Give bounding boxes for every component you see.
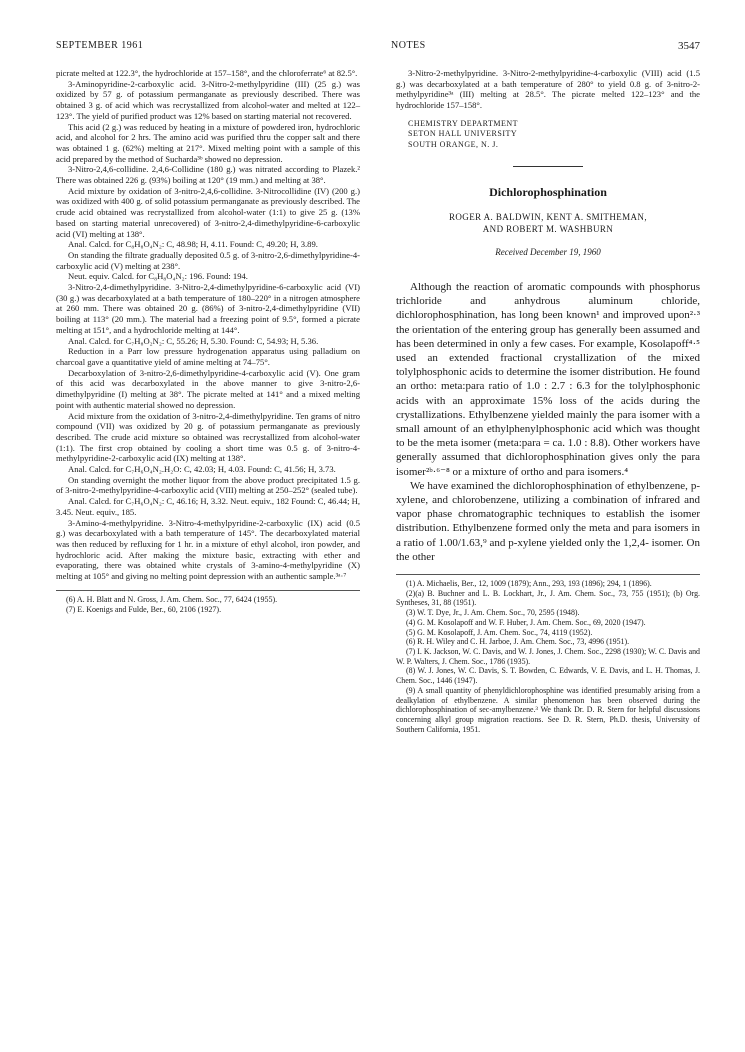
section-divider — [513, 166, 583, 167]
footnote: (7) I. K. Jackson, W. C. Davis, and W. J. Jones, J. Chem. Soc., 2298 (1930); W. C. Davis and W. P. Walters, J. Chem. Soc., 1786 (1935). — [396, 647, 700, 666]
page-number: 3547 — [678, 40, 700, 52]
header-section: NOTES — [391, 40, 426, 51]
paragraph: Anal. Calcd. for C₇H₆O₄N₂.H₂O: C, 42.03; H, 4.03. Found: C, 41.56; H, 3.73. — [68, 464, 336, 475]
paragraph: Decarboxylation of 3-nitro-2,6-dimethylpyridine-4-carboxylic acid (V). One gram of this acid was decarboxylated in the above manner to give 3-nitro-2,6-dimethylpyridine (I) melting at 38°. The picrate melted at 141° and a mixed melting point with authentic material showed no depression. — [56, 367, 360, 410]
paragraph: Anal. Calcd. for C₈H₈O₄N₂: C, 48.98; H, 4.11. Found: C, 49.20; H, 3.89. — [68, 239, 318, 250]
left-column — [56, 68, 360, 614]
paragraph: Anal. Calcd. for C₇H₆O₄N₂: C, 46.16; H, 3.32. Neut. equiv., 182 Found: C, 46.44; H, 3.45. Neut. equiv., 185. — [56, 496, 360, 517]
paragraph: Although the reaction of aromatic compounds with phosphorus trichloride and anhydrous aluminum chloride, dichlorophosphination, has long been known¹ and improved upon²·³ the orientation of the entering group has generally been assumed and has been determined in only a few cases. For example, Kosolapoff⁴·⁵ used an extended fractional crystallization of the mixed tolylphosphonic acids to determine the isomer distribution. He found an ortho: meta:para ratio of 1.0 : 2.7 : 6.3 for the tolylphosphonic acids with an approximate 15% loss of the acids during the crystallizations. Ethylbenzene yielded mainly the para isomer with a small amount of an ethylphenylphosphonic acid which was thought to be the meta isomer (meta:para = ca. 1.0 : 8.8). Other workers have generally assumed that dichlorophosphination gives only the para isomer²ᵇ·⁶⁻⁸ or a mixture of ortho and para isomers.⁴ — [396, 281, 700, 478]
paragraph: On standing the filtrate gradually deposited 0.5 g. of 3-nitro-2,6-dimethylpyridine-4-carboxylic acid (V) melting at 238°. — [56, 249, 360, 271]
right-footnotes — [396, 574, 700, 734]
paragraph: Neut. equiv. Calcd. for C₈H₈O₄N₂: 196. Found: 194. — [68, 271, 248, 282]
footnote: (7) E. Koenigs and Fulde, Ber., 60, 2106 (1927). — [66, 604, 222, 614]
page-header — [56, 40, 700, 56]
footnote: (3) W. T. Dye, Jr., J. Am. Chem. Soc., 70, 2595 (1948). — [406, 608, 580, 618]
paragraph: On standing overnight the mother liquor from the above product precipitated 1.5 g. of 3-nitro-2-methylpyridine-4-carboxylic acid (VIII) melting at 250–252° (sealed tube). — [56, 474, 360, 496]
paragraph: Acid mixture by oxidation of 3-nitro-2,4,6-collidine. 3-Nitrocollidine (IV) (200 g.) was oxidized with 400 g. of solid potassium permanganate as previously described. The crude acid obtained was recrystallized from alcohol-water (1:1) to give 25 g. (13% based on starting material unrecovered) of 3-nitro-2,4-dimethylpyridine-6-carboxylic acid (VI) melting at 138°. — [56, 185, 360, 239]
paragraph: 3-Nitro-2,4-dimethylpyridine. 3-Nitro-2,4-dimethylpyridine-6-carboxylic acid (VI) (30 g.) was decarboxylated at a bath temperature of 180–220° in a nitrogen atmosphere at 260 mm. There was obtained 20 g. (86%) of 3-nitro-2,4-dimethylpyridine (VII) boiling at 113° (20 mm.). The material had a freezing point of 9.5°, formed a picrate melting at 151°, and a hydrochloride melting at 144°. — [56, 282, 360, 335]
paragraph: Acid mixture from the oxidation of 3-nitro-2,4-dimethylpyridine. Ten grams of nitro compound (VII) was oxidized by 20 g. of potassium permanganate as previously described. The crude acid mixture so obtained was recrystallized from alcohol-water (1:1). The first crop obtained by cooling a short time was 0.5 g. of 3-nitro-4-methylpyridine-2-carboxylic acid (IX) melting at 138°. — [56, 410, 360, 464]
paragraph: 3-Nitro-2-methylpyridine. 3-Nitro-2-methylpyridine-4-carboxylic (VIII) acid (1.5 g.) was decarboxylated at a bath temperature of 280° to yield 0.8 g. of 3-nitro-2-methylpyridine³ᵃ (III) melting at 28.5°. The picrate melted 122–123° and the hydrochloride 157–158°. — [396, 68, 700, 111]
paragraph: We have examined the dichlorophosphination of ethylbenzene, p-xylene, and chlorobenzene, utilizing a combination of infrared and vapor phase chromatographic techniques to establish the isomer distribution. Ethylbenzene formed only the meta and para isomers in a ratio of 1.00/1.63,⁹ and p-xylene yielded only the 1,2,4- isomer. On the other — [396, 479, 700, 563]
left-footnotes — [56, 590, 360, 615]
paragraph: 3-Aminopyridine-2-carboxylic acid. 3-Nitro-2-methylpyridine (III) (25 g.) was oxidized by 57 g. of potassium permanganate as previously described. There was obtained 3 g. of acid which was recrystallized from alcohol-water and melted at 122–123°. The yield of purified product was 12% based on starting material not recovered. — [56, 78, 360, 121]
footnote: (6) R. H. Wiley and C. H. Jarboe, J. Am. Chem. Soc., 73, 4996 (1951). — [406, 637, 630, 647]
paragraph: This acid (2 g.) was reduced by heating in a mixture of powdered iron, hydrochloric acid, and alcohol for 2 hrs. The amino acid was purified thru the copper salt and there was obtained 1 g. (62%) melting at 217°. Mixed melting point with a sample of this acid prepared by the method of Sucharda³ᵇ showed no depression. — [56, 121, 360, 164]
footnote: (6) A. H. Blatt and N. Gross, J. Am. Chem. Soc., 77, 6424 (1955). — [66, 594, 278, 604]
paragraph: 3-Nitro-2,4,6-collidine. 2,4,6-Collidine (180 g.) was nitrated according to Plazek.² There was obtained 226 g. (93%) boiling at 120° (19 mm.) and melting at 38°. — [56, 164, 360, 186]
footnote: (2)(a) B. Buchner and L. B. Lockhart, Jr., J. Am. Chem. Soc., 73, 755 (1951); (b) Org. Syntheses, 31, 88 (1951). — [396, 588, 700, 608]
paragraph: 3-Amino-4-methylpyridine. 3-Nitro-4-methylpyridine-2-carboxylic (IX) acid (0.5 g.) was decarboxylated with a bath temperature of 145°. The decarboxylated material was then reduced by refluxing for 1 hr. in a mixture of ethyl alcohol, iron powder, and hydrochloric acid. After making the mixture basic, extracting with ether and evaporating, there was obtained white crystals of 3-amino-4-methylpyridine (X) melting at 105° and giving no melting point depression with an authentic sample.³ᵃ·⁷ — [56, 517, 360, 582]
footnote: (9) A small quantity of phenyldichlorophosphine was identified presumably arising from a dealkylation of ethylbenzene. A similar phenomenon has been observed during the dichlorophosphination of sec-amylbenzene.³ We thank Dr. D. R. Stern for helpful discussions concerning alkyl group migration reactions. See D. R. Stern, Ph.D. thesis, University of Southern California, 1951. — [396, 685, 700, 734]
right-column — [396, 68, 700, 734]
authors-line: ROGER A. BALDWIN, KENT A. SMITHEMAN, — [449, 212, 647, 223]
affiliation-line: SETON HALL UNIVERSITY — [408, 129, 518, 139]
article-body — [396, 280, 700, 564]
affiliation-line: SOUTH ORANGE, N. J. — [408, 139, 499, 149]
footnote: (5) G. M. Kosolapoff, J. Am. Chem. Soc., 74, 4119 (1952). — [406, 627, 593, 637]
affiliation — [408, 119, 700, 151]
paragraph: Reduction in a Parr low pressure hydrogenation apparatus using palladium on charcoal gave a quantitative yield of amine melting at 74–75°. — [56, 346, 360, 367]
footnote: (1) A. Michaelis, Ber., 12, 1009 (1879); Ann., 293, 193 (1896); 294, 1 (1896). — [406, 579, 652, 589]
received-date: Received December 19, 1960 — [495, 247, 601, 258]
paragraph: Anal. Calcd. for C₇H₈O₂N₂: C, 55.26; H, 5.30. Found: C, 54.93; H, 5.36. — [68, 335, 319, 346]
article-title: Dichlorophosphination — [489, 185, 607, 200]
affiliation-line: CHEMISTRY DEPARTMENT — [408, 118, 519, 128]
footnote: (4) G. M. Kosolapoff and W. F. Huber, J. Am. Chem. Soc., 69, 2020 (1947). — [406, 617, 646, 627]
authors-line: AND ROBERT M. WASHBURN — [482, 224, 614, 235]
footnote: (8) W. J. Jones, W. C. Davis, S. T. Bowden, C. Edwards, V. E. Davis, and L. H. Thomas, J. Chem. Soc., 1446 (1947). — [396, 666, 700, 686]
paragraph: picrate melted at 122.3°, the hydrochloride at 157–158°, and the chloroferrate⁶ at 82.5°. — [56, 68, 358, 78]
authors — [396, 211, 700, 235]
header-date: SEPTEMBER 1961 — [56, 40, 144, 51]
